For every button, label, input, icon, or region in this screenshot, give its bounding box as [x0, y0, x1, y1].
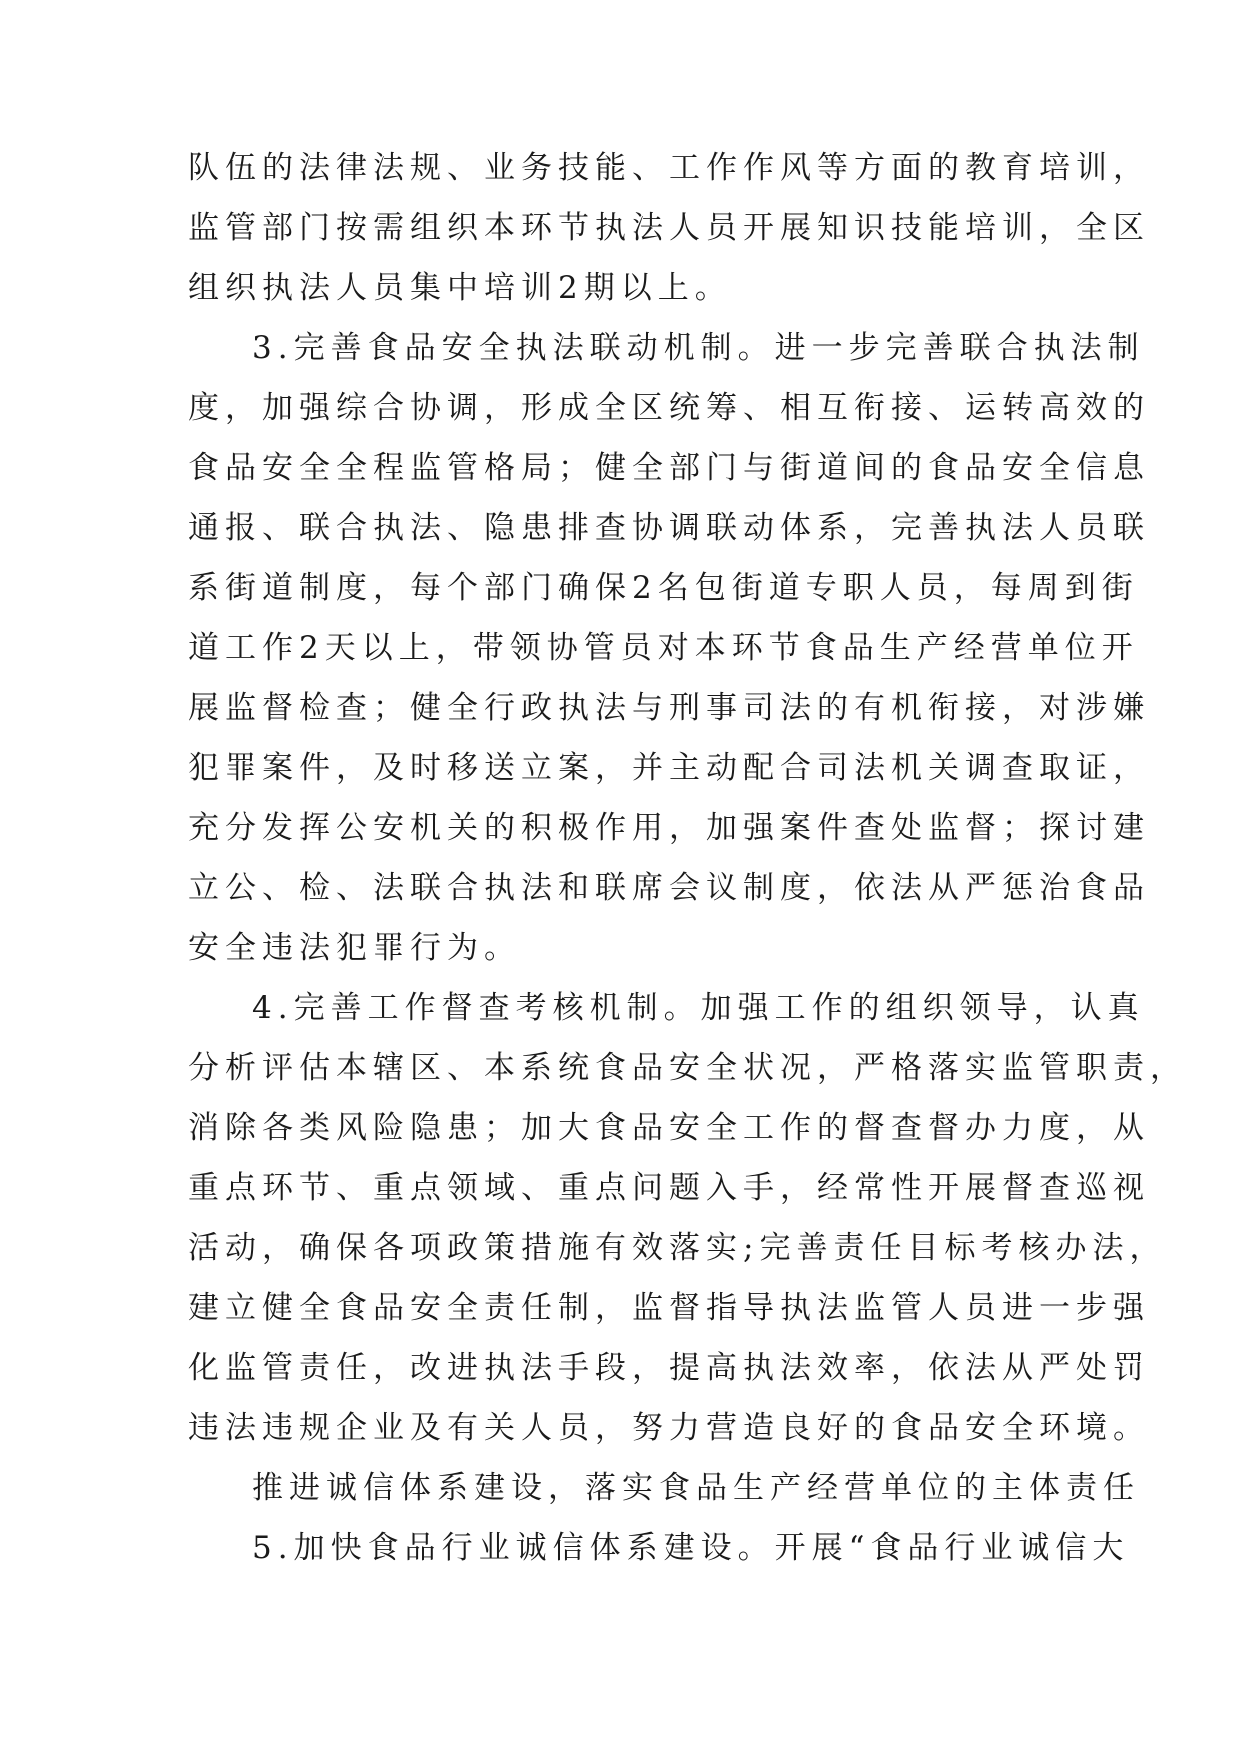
- text-line: 活动，确保各项政策措施有效落实;完善责任目标考核办法，: [188, 1230, 1167, 1266]
- text-line: 食品安全全程监管格局；健全部门与街道间的食品安全信息: [188, 450, 1150, 486]
- text-line: 犯罪案件，及时移送立案，并主动配合司法机关调查取证，: [188, 750, 1150, 786]
- text-line: 消除各类风险隐患；加大食品安全工作的督查督办力度，从: [188, 1110, 1150, 1146]
- text-line: 化监管责任，改进执法手段，提高执法效率，依法从严处罚: [188, 1350, 1150, 1386]
- text-line: 立公、检、法联合执法和联席会议制度，依法从严惩治食品: [188, 870, 1150, 906]
- text-line: 建立健全食品安全责任制，监督指导执法监管人员进一步强: [188, 1290, 1150, 1326]
- text-line: 度，加强综合协调，形成全区统筹、相互衔接、运转高效的: [188, 390, 1150, 426]
- text-line: 违法违规企业及有关人员，努力营造良好的食品安全环境。: [188, 1410, 1150, 1446]
- section-heading: 推进诚信体系建设，落实食品生产经营单位的主体责任: [252, 1470, 1140, 1506]
- text-line: 通报、联合执法、隐患排查协调联动体系，完善执法人员联: [188, 510, 1150, 546]
- paragraph-5-start: 5.加快食品行业诚信体系建设。开展“食品行业诚信大: [252, 1530, 1130, 1566]
- text-line: 展监督检查；健全行政执法与刑事司法的有机衔接，对涉嫌: [188, 690, 1150, 726]
- text-line: 分析评估本辖区、本系统食品安全状况，严格落实监管职责，: [188, 1050, 1187, 1086]
- text-line: 充分发挥公安机关的积极作用，加强案件查处监督；探讨建: [188, 810, 1150, 846]
- text-line: 监管部门按需组织本环节执法人员开展知识技能培训，全区: [188, 210, 1150, 246]
- paragraph-4-start: 4.完善工作督查考核机制。加强工作的组织领导，认真: [252, 990, 1145, 1026]
- text-line: 队伍的法律法规、业务技能、工作作风等方面的教育培训，: [188, 150, 1150, 186]
- text-line: 重点环节、重点领域、重点问题入手，经常性开展督查巡视: [188, 1170, 1150, 1206]
- text-line: 组织执法人员集中培训2期以上。: [188, 270, 732, 306]
- text-line: 安全违法犯罪行为。: [188, 930, 521, 966]
- text-line: 道工作2天以上，带领协管员对本环节食品生产经营单位开: [188, 630, 1139, 666]
- paragraph-3-start: 3.完善食品安全执法联动机制。进一步完善联合执法制: [252, 330, 1145, 366]
- text-line: 系街道制度，每个部门确保2名包街道专职人员，每周到街: [188, 570, 1139, 606]
